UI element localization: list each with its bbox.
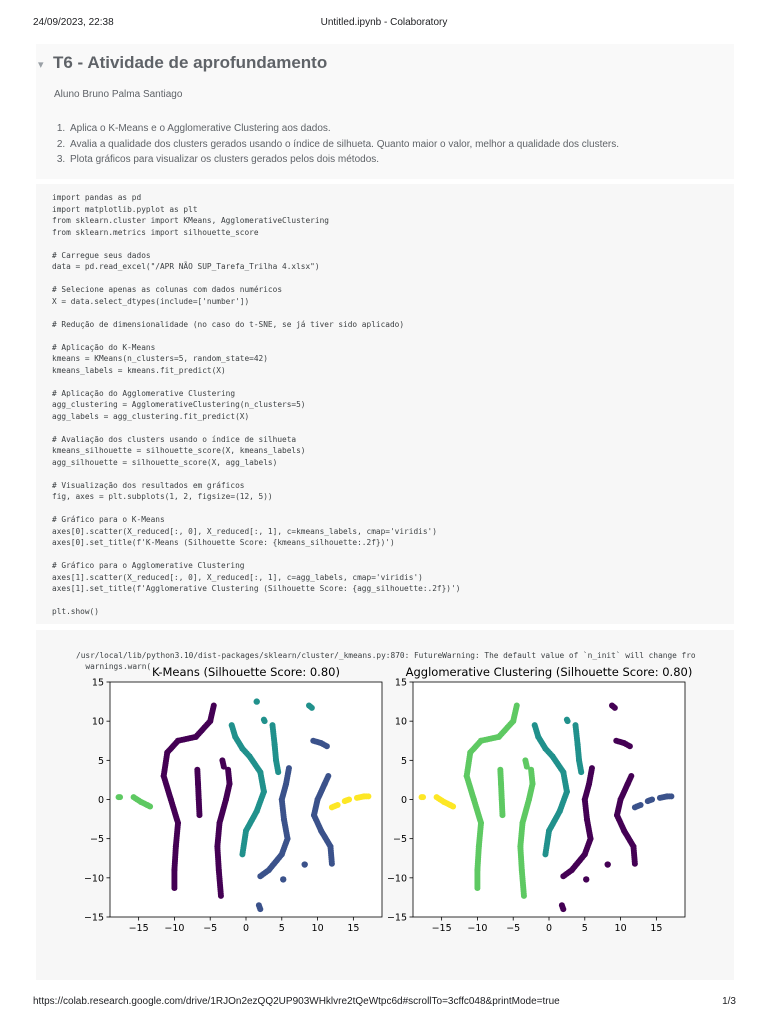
data-point <box>627 743 633 749</box>
y-tick-label: −10 <box>83 873 104 885</box>
code-cell[interactable] <box>36 184 734 624</box>
y-tick-label: −10 <box>386 873 407 885</box>
code-line: # Visualização dos resultados em gráficos <box>52 480 245 490</box>
code-line: # Gráfico para o K-Means <box>52 515 165 524</box>
code-line: X = data.select_dtypes(include=['number']) <box>52 296 250 306</box>
data-point <box>583 876 589 882</box>
y-tick-label: −15 <box>386 912 407 924</box>
data-point <box>262 718 268 724</box>
data-point <box>649 797 655 803</box>
data-point <box>286 765 292 771</box>
y-tick-label: −5 <box>392 834 407 846</box>
scatter-chart <box>387 665 692 934</box>
code-line: agg_labels = agg_clustering.fit_predict(X) <box>52 411 250 421</box>
code-line: data = pd.read_excel("/APR NÃO SUP_Tarefa_Trilha 4.xlsx") <box>52 262 320 271</box>
x-tick-label: −15 <box>128 923 149 934</box>
text-cell[interactable] <box>36 44 734 179</box>
data-point <box>474 885 480 891</box>
data-point <box>218 893 224 899</box>
data-point <box>542 851 548 857</box>
chevron-icon[interactable]: ▾ <box>38 59 44 71</box>
plot-background <box>110 682 382 917</box>
y-tick-label: 0 <box>400 795 407 806</box>
data-point <box>196 812 202 818</box>
data-point <box>335 802 341 808</box>
print-header <box>0 17 768 31</box>
data-point <box>117 794 123 800</box>
code-line: kmeans_labels = kmeans.fit_predict(X) <box>52 365 226 375</box>
data-point <box>638 802 644 808</box>
cluster-plots <box>36 630 734 980</box>
y-tick-label: 0 <box>97 795 104 806</box>
y-tick-label: 5 <box>97 755 104 767</box>
data-point <box>524 764 530 770</box>
data-point <box>668 793 674 799</box>
step-item: 3. Plota gráficos para visualizar os clusters gerados pelos dois métodos. <box>68 152 619 168</box>
code-line: plt.show() <box>52 607 99 616</box>
code-line: kmeans = KMeans(n_clusters=5, random_state=42) <box>52 354 268 363</box>
code-line: from sklearn.metrics import silhouette_score <box>52 227 259 237</box>
code-line: # Aplicação do Agglomerative Clustering <box>52 388 236 398</box>
data-point <box>365 793 371 799</box>
code-line: import pandas as pd <box>52 193 142 202</box>
print-footer <box>0 996 768 1010</box>
code-line: # Aplicação do K-Means <box>52 342 156 352</box>
print-title: Untitled.ipynb - Colaboratory <box>320 17 448 28</box>
code-line: # Redução de dimensionalidade (no caso do t-SNE, se já tiver sido aplicado) <box>52 319 405 329</box>
data-point <box>346 797 352 803</box>
data-point <box>521 893 527 899</box>
chart-title: K-Means (Silhouette Score: 0.80) <box>152 665 340 679</box>
data-point <box>604 861 610 867</box>
author-line: Aluno Bruno Palma Santiago <box>54 89 183 100</box>
data-point <box>301 861 307 867</box>
code-line: axes[0].set_title(f'K-Means (Silhouette Score: {kmeans_silhouette:.2f})') <box>52 538 395 547</box>
print-date: 24/09/2023, 22:38 <box>33 17 114 28</box>
x-tick-label: −5 <box>506 923 521 934</box>
x-tick-label: −10 <box>164 923 185 934</box>
plot-background <box>413 682 685 917</box>
y-tick-label: 15 <box>394 677 407 689</box>
code-line: agg_silhouette = silhouette_score(X, agg_labels) <box>52 457 278 467</box>
code-line: axes[1].set_title(f'Agglomerative Clustering (Silhouette Score: {agg_silhouette:.2f})') <box>52 584 461 593</box>
x-tick-label: 15 <box>650 923 663 934</box>
data-point <box>560 906 566 912</box>
data-point <box>612 705 618 711</box>
cell-output <box>36 630 734 980</box>
code-line: # Gráfico para o Agglomerative Clustering <box>52 561 245 570</box>
data-point <box>275 769 281 775</box>
y-tick-label: 10 <box>394 716 407 728</box>
x-tick-label: 10 <box>311 923 324 934</box>
steps-list <box>54 121 619 168</box>
data-point <box>324 743 330 749</box>
code-line: # Carregue seus dados <box>52 250 151 260</box>
x-tick-label: 15 <box>347 923 360 934</box>
x-tick-label: −5 <box>203 923 218 934</box>
data-point <box>309 705 315 711</box>
data-point <box>254 698 260 704</box>
code-line: # Selecione apenas as colunas com dados numéricos <box>52 285 283 294</box>
data-point <box>221 764 227 770</box>
code-line: axes[1].scatter(X_reduced[:, 0], X_reduced[:, 1], c=agg_labels, cmap='viridis') <box>52 572 423 582</box>
data-point <box>325 773 331 779</box>
data-point <box>565 718 571 724</box>
data-point <box>147 804 153 810</box>
data-point <box>578 769 584 775</box>
print-url: https://colab.research.google.com/drive/1RJOn2ezQQ2UP903WHklvre2tQeWtpc6d#scrollTo=3cffc048&printMode=true <box>33 996 560 1007</box>
y-tick-label: 5 <box>400 755 407 767</box>
step-item: 2. Avalia a qualidade dos clusters gerados usando o índice de silhueta. Quanto maior o valor, melhor a qualidade dos clusters. <box>68 137 619 153</box>
step-item: 1. Aplica o K-Means e o Agglomerative Clustering aos dados. <box>68 121 619 137</box>
data-point <box>280 876 286 882</box>
data-point <box>257 906 263 912</box>
x-tick-label: −10 <box>467 923 488 934</box>
x-tick-label: 5 <box>278 923 285 934</box>
data-point <box>171 885 177 891</box>
code-line: from sklearn.cluster import KMeans, AgglomerativeClustering <box>52 216 329 225</box>
x-tick-label: 10 <box>614 923 627 934</box>
code-line: axes[0].scatter(X_reduced[:, 0], X_reduced[:, 1], c=kmeans_labels, cmap='viridis') <box>52 526 437 536</box>
scatter-chart <box>84 665 382 934</box>
warning-line: /usr/local/lib/python3.10/dist-packages/sklearn/cluster/_kmeans.py:870: FutureWarning: The default value of `n_init` will change fro <box>76 650 696 660</box>
data-point <box>628 773 634 779</box>
data-point <box>239 851 245 857</box>
code-line: kmeans_silhouette = silhouette_score(X, kmeans_labels) <box>52 446 306 455</box>
code-line: import matplotlib.pyplot as plt <box>52 204 198 214</box>
x-tick-label: 0 <box>545 923 553 934</box>
code-line: fig, axes = plt.subplots(1, 2, figsize=(12, 5)) <box>52 492 273 501</box>
x-tick-label: 5 <box>581 923 588 934</box>
y-tick-label: −15 <box>83 912 104 924</box>
x-tick-label: −15 <box>431 923 452 934</box>
y-tick-label: 15 <box>91 677 104 689</box>
x-tick-label: 0 <box>242 923 250 934</box>
page-number: 1/3 <box>722 996 736 1007</box>
y-tick-label: −5 <box>89 834 104 846</box>
notebook-heading: T6 - Atividade de aprofundamento <box>53 53 328 72</box>
data-point <box>499 812 505 818</box>
warning-line: warnings.warn( <box>76 661 152 671</box>
y-tick-label: 10 <box>91 716 104 728</box>
code-line: agg_clustering = AgglomerativeClustering(n_clusters=5) <box>52 400 306 409</box>
code-editor[interactable] <box>52 192 460 618</box>
code-line: # Avaliação dos clusters usando o índice de silhueta <box>52 434 297 444</box>
data-point <box>420 794 426 800</box>
data-point <box>589 765 595 771</box>
data-point <box>450 804 456 810</box>
chart-title: Agglomerative Clustering (Silhouette Score: 0.80) <box>405 665 693 679</box>
